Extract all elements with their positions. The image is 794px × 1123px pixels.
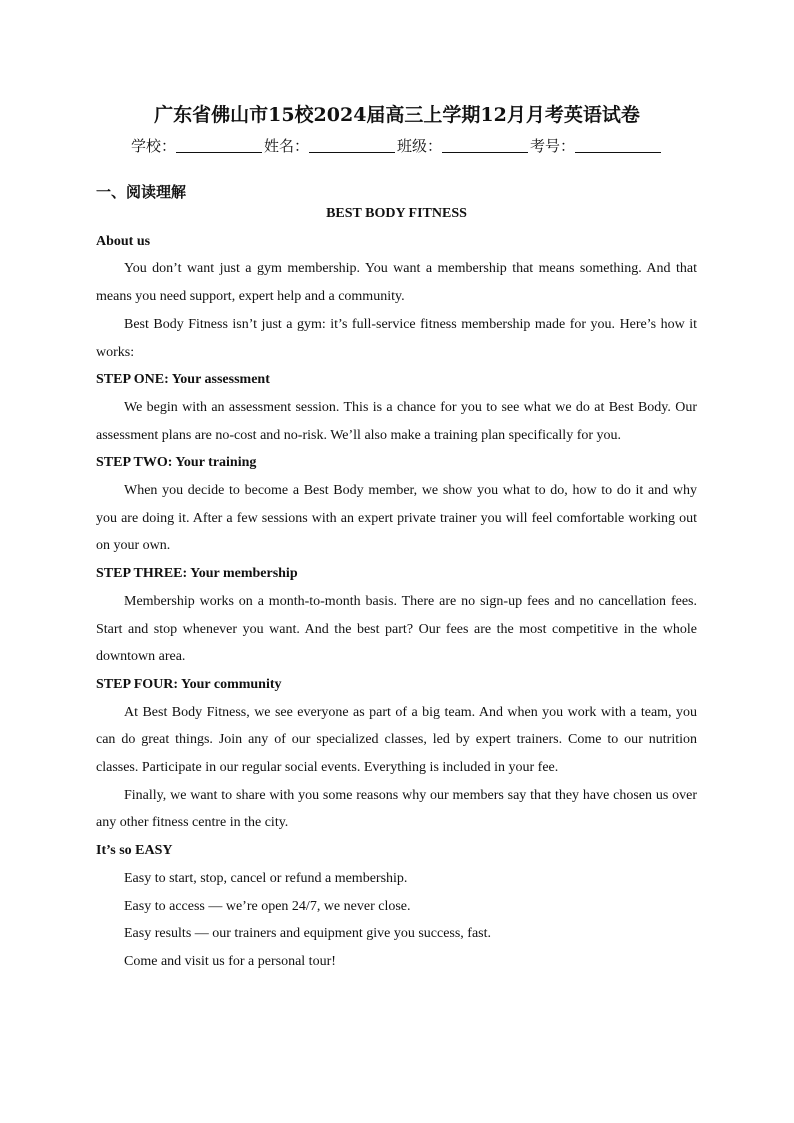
paragraph: At Best Body Fitness, we see everyone as part of a big team. And when you work with a team, you can do great things. Join any of our specialized classes, led by expert trainers. Come to our nutrition classes. Participate in our regular social events. Everything is included in your fee. — [96, 704, 697, 776]
name-blank[interactable] — [309, 138, 395, 153]
class-label: 班级： — [397, 137, 443, 155]
step-heading: STEP TWO: Your training — [96, 455, 257, 471]
name-label: 姓名： — [263, 137, 309, 155]
paragraph: You don’t want just a gym membership. You want a membership that means something. And that means you need support, expert help and a community. — [96, 261, 697, 305]
school-label: 学校： — [130, 137, 176, 155]
list-item: Easy to access — we’re open 24/7, we never close. — [124, 898, 411, 914]
paragraph: When you decide to become a Best Body member, we show you what to do, how to do it and why you are doing it. After a few sessions with an expert private trainer you will feel comfortable working out on your own. — [96, 483, 697, 554]
article-title: BEST BODY FITNESS — [326, 206, 467, 221]
section-heading: 一、阅读理解 — [96, 183, 187, 201]
paragraph: Best Body Fitness isn’t just a gym: it’s full-service fitness membership made for you. Here’s how it works: — [96, 316, 697, 360]
exam-number-label: 考号： — [530, 137, 576, 155]
easy-heading: It’s so EASY — [96, 843, 173, 859]
school-blank[interactable] — [176, 138, 262, 153]
paragraph: We begin with an assessment session. This is a chance for you to see what we do at Best Body. Our assessment plans are no-cost and no-risk. We’ll also make a training plan specifically for you. — [96, 399, 697, 443]
list-item: Easy to start, stop, cancel or refund a membership. — [124, 870, 408, 886]
exam-title: 广东省佛山市15校2024届高三上学期12月月考英语试卷 — [154, 104, 640, 126]
step-heading: STEP THREE: Your membership — [96, 566, 298, 582]
student-info-line — [0, 135, 794, 156]
paragraph: Membership works on a month-to-month basis. There are no sign-up fees and no cancellation fees. Start and stop whenever you want. And the best part? Our fees are the most competitive in the whole downtown area. — [96, 593, 697, 665]
step-heading: STEP FOUR: Your community — [96, 676, 282, 692]
reading-passage — [96, 200, 697, 976]
list-item: Easy results — our trainers and equipment give you success, fast. — [124, 926, 492, 942]
class-blank[interactable] — [442, 138, 528, 153]
list-item: Come and visit us for a personal tour! — [124, 953, 336, 969]
exam-number-blank[interactable] — [575, 138, 661, 153]
about-heading: About us — [96, 233, 151, 249]
step-heading: STEP ONE: Your assessment — [96, 372, 270, 388]
paragraph: Finally, we want to share with you some reasons why our members say that they have chosen us over any other fitness centre in the city. — [96, 787, 697, 831]
